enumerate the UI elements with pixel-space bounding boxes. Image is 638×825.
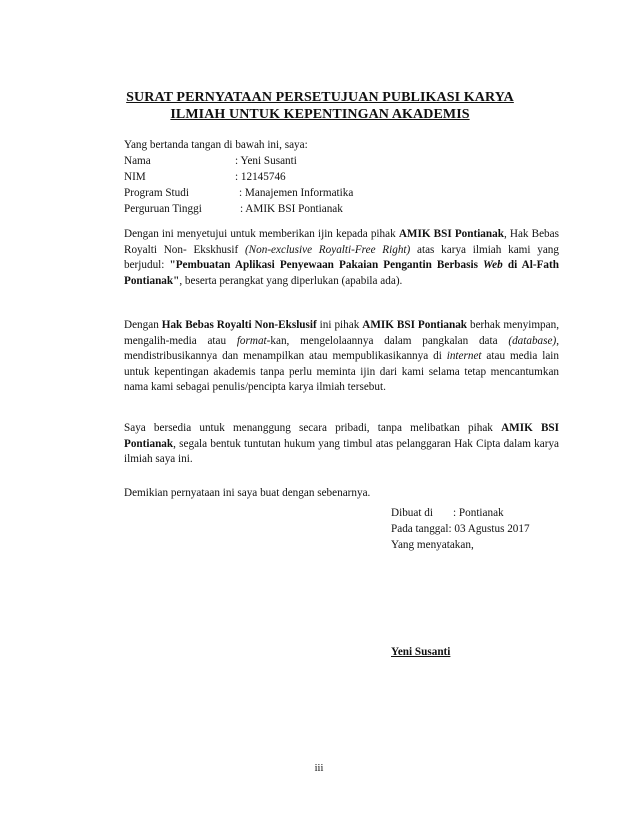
- page-number: iii: [314, 763, 324, 774]
- paragraph-rights: [124, 318, 559, 396]
- p1-work-title-1: "Pembuatan Aplikasi Penyewaan Pakaian Pengantin Berbasis: [169, 259, 484, 272]
- p2-internet: internet: [446, 350, 482, 363]
- signature-place-label: Dibuat di: [391, 507, 433, 519]
- title-line-2: ILMIAH UNTUK KEPENTINGAN AKADEMIS: [170, 107, 470, 122]
- p2-institution: AMIK BSI Pontianak: [362, 319, 468, 331]
- paragraph-consent: [124, 227, 559, 289]
- p2-right-term: Hak Bebas Royalti Non-Ekslusif: [161, 319, 317, 331]
- field-pt-value: : AMIK BSI Pontianak: [240, 203, 343, 215]
- field-nim-label: NIM: [124, 171, 146, 183]
- field-nama-label: Nama: [124, 155, 151, 167]
- p1-right-term: (Non-exclusive Royalti-Free Right): [244, 243, 411, 256]
- p2-text-5: , mendistribusikannya dan menampilkan atau mempublikasikannya di: [124, 334, 559, 363]
- p2-text-2: ini pihak: [316, 319, 363, 331]
- p2-database: (database): [508, 334, 557, 347]
- p2-text-6: atau media lain untuk kepentingan akademis tanpa perlu meminta ijin dari kami selama tetap mencantumkan nama kami sebagai penulis/pencipta karya ilmiah tersebut.: [124, 350, 559, 394]
- signature-date: Pada tanggal: 03 Agustus 2017: [391, 523, 530, 535]
- field-nama-value: : Yeni Susanti: [235, 155, 297, 167]
- p1-text-4: , beserta perangkat yang diperlukan (apabila ada).: [179, 274, 403, 287]
- signature-place-value: : Pontianak: [453, 507, 504, 519]
- p1-work-title-2: di Al-Fath Pontianak": [124, 259, 559, 287]
- title-line-1: SURAT PERNYATAAN PERSETUJUAN PUBLIKASI KARYA: [126, 90, 514, 105]
- p3-institution: AMIK BSI Pontianak: [124, 422, 560, 450]
- signature-stated: Yang menyatakan,: [391, 539, 474, 551]
- document-title: [100, 89, 540, 123]
- p3-text-2: , segala bentuk tuntutan hukum yang timbul atas pelanggaran Hak Cipta dalam karya ilmiah saya ini.: [124, 437, 559, 466]
- field-nim-value: : 12145746: [235, 171, 286, 183]
- signature-place: [391, 506, 504, 522]
- p1-text-3: atas karya ilmiah kami yang berjudul:: [124, 243, 559, 272]
- p2-text-3: berhak menyimpan, mengalih-media atau: [124, 319, 559, 347]
- p2-format: format: [236, 334, 267, 347]
- field-prodi-value: : Manajemen Informatika: [239, 187, 354, 199]
- p1-text-2: , Hak Bebas Royalti Non- Ekskhusif: [124, 228, 559, 256]
- p2-text-4: -kan, mengelolaannya dalam pangkalan data: [266, 334, 509, 347]
- field-prodi-label: Program Studi: [124, 187, 189, 199]
- signer-name: Yeni Susanti: [391, 646, 451, 658]
- p1-institution: AMIK BSI Pontianak: [398, 228, 504, 240]
- paragraph-liability: [124, 421, 559, 468]
- p1-work-title-web: Web: [483, 259, 503, 272]
- p1-text-1: Dengan ini menyetujui untuk memberikan ijin kepada pihak: [124, 228, 399, 240]
- closing-statement: Demikian pernyataan ini saya buat dengan sebenarnya.: [124, 487, 371, 499]
- intro-text: Yang bertanda tangan di bawah ini, saya:: [124, 139, 308, 151]
- field-pt-label: Perguruan Tinggi: [124, 203, 202, 215]
- p3-text-1: Saya bersedia untuk menanggung secara pribadi, tanpa melibatkan pihak: [124, 422, 502, 434]
- p2-text-1: Dengan: [124, 319, 162, 331]
